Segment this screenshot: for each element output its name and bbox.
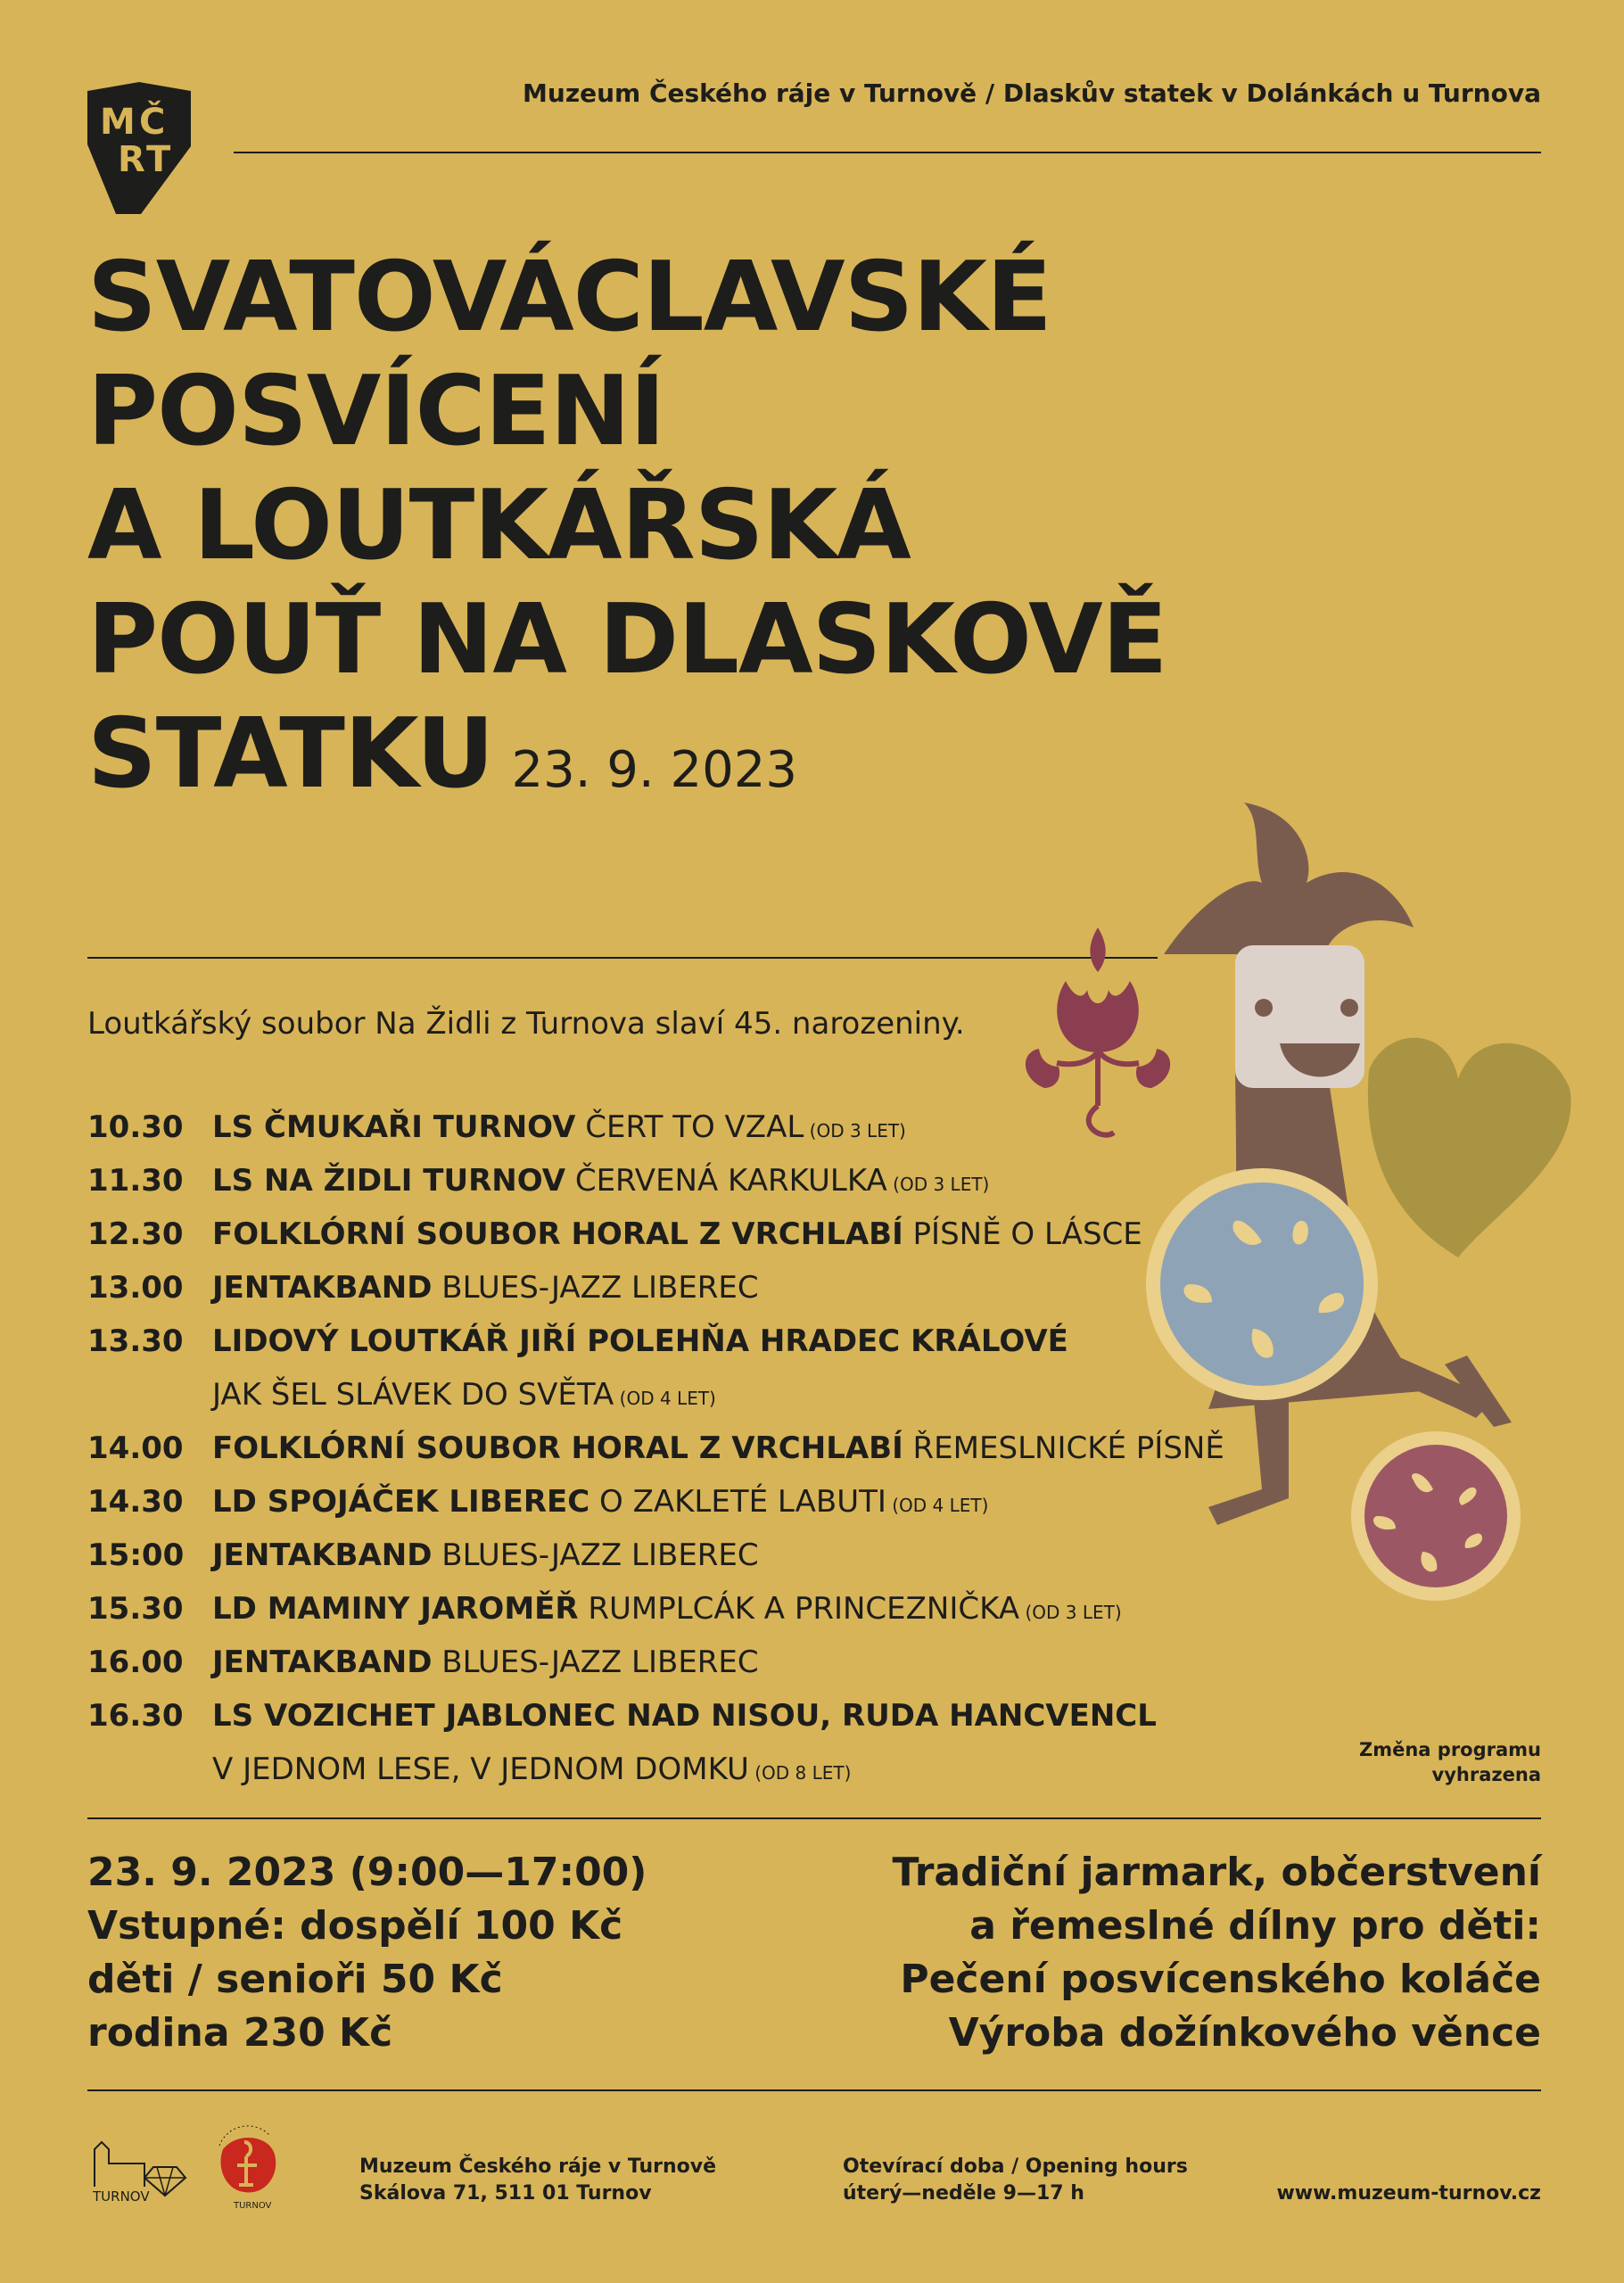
change-note-line-1: Změna programu: [1359, 1739, 1541, 1760]
change-note: [1359, 1737, 1541, 1787]
svg-text:TURNOV: TURNOV: [93, 2188, 150, 2203]
puppet-leg-left: [1208, 1391, 1289, 1525]
program-time: 16.30: [87, 1698, 184, 1734]
program-show: ČERT TO VZAL: [575, 1109, 804, 1145]
title-line-3: A LOUTKÁŘSKÁ: [87, 470, 911, 581]
admission-line-1: 23. 9. 2023 (9:00—17:00): [87, 1850, 647, 1895]
program-ensemble: JENTAKBAND: [212, 1537, 433, 1573]
program-text: [212, 1158, 989, 1207]
program-ensemble: LS ČMUKAŘI TURNOV: [212, 1109, 576, 1145]
program-age: (OD 3 LET): [886, 1174, 990, 1195]
program-time: 15.30: [87, 1591, 184, 1627]
activities-line-3: Pečení posvícenského koláče: [900, 1957, 1541, 2002]
puppet-illustration: [994, 785, 1601, 1694]
footer-divider: [87, 2089, 1541, 2091]
program-ensemble: LD SPOJÁČEK LIBEREC: [212, 1484, 590, 1520]
program-ensemble: JENTAKBAND: [212, 1644, 433, 1680]
turnov-town-logo: [89, 2131, 187, 2203]
puppet-ensemble-logo: [210, 2115, 282, 2213]
program-time: 14.00: [87, 1430, 184, 1466]
title-line-1: SVATOVÁCLAVSKÉ: [87, 242, 1051, 353]
page-title: [87, 241, 1166, 828]
program-time: 16.00: [87, 1644, 184, 1680]
program-text: [212, 1479, 988, 1529]
program-time: 11.30: [87, 1163, 184, 1199]
program-text: [212, 1265, 759, 1315]
title-line-4: POUŤ NA DLASKOVĚ: [87, 584, 1167, 696]
program-time: 10.30: [87, 1109, 184, 1145]
program-text: [212, 1586, 1122, 1636]
svg-text:M: M: [100, 102, 136, 143]
program-ensemble: LD MAMINY JAROMĚŘ: [212, 1591, 579, 1627]
activities-line-2: a řemeslné dílny pro děti:: [969, 1903, 1541, 1949]
program-age: (OD 3 LET): [1019, 1602, 1122, 1623]
blue-shield: [1146, 1168, 1378, 1400]
program-age: (OD 4 LET): [614, 1388, 716, 1409]
footer-hours-label: Otevírací doba / Opening hours: [843, 2155, 1188, 2178]
svg-text:R: R: [118, 139, 145, 180]
program-show: PÍSNĚ O LÁSCE: [903, 1216, 1142, 1252]
program-time: 13.00: [87, 1270, 184, 1306]
plum-ball: [1351, 1431, 1521, 1601]
puppet-eye-left: [1255, 999, 1273, 1017]
program-show: ŘEMESLNICKÉ PÍSNĚ: [903, 1430, 1224, 1466]
change-note-line-2: vyhrazena: [1431, 1764, 1541, 1785]
program-ensemble: FOLKLÓRNÍ SOUBOR HORAL Z VRCHLABÍ: [212, 1216, 903, 1252]
program-time: 12.30: [87, 1216, 184, 1252]
program-show: BLUES-JAZZ LIBEREC: [432, 1270, 759, 1306]
admission-info: [87, 1846, 647, 2060]
activities-line-4: Výroba dožínkového věnce: [948, 2010, 1541, 2056]
header-museum-line: Muzeum Českého ráje v Turnově / Dlaskův statek v Dolánkách u Turnova: [523, 78, 1541, 108]
program-show: BLUES-JAZZ LIBEREC: [432, 1537, 759, 1573]
program-text: [212, 1532, 759, 1582]
header-divider: [234, 152, 1541, 153]
admission-line-2: Vstupné: dospělí 100 Kč: [87, 1903, 623, 1949]
program-ensemble: JENTAKBAND: [212, 1270, 433, 1306]
jester-hat: [1164, 803, 1414, 954]
footer-website: www.muzeum-turnov.cz: [1276, 2182, 1541, 2205]
program-show: RUMPLCÁK A PRINCEZNIČKA: [578, 1591, 1020, 1627]
intro-text: Loutkářský soubor Na Židli z Turnova slaví 45. narozeniny.: [87, 1006, 965, 1042]
program-show: O ZAKLETÉ LABUTI: [589, 1484, 886, 1520]
footer-museum-name: Muzeum Českého ráje v Turnově: [359, 2155, 717, 2178]
program-row: [87, 1693, 1247, 1746]
title-date: 23. 9. 2023: [511, 741, 798, 799]
title-line-2: POSVÍCENÍ: [87, 356, 665, 467]
program-text: [212, 1746, 851, 1796]
mcrt-logo: [87, 82, 191, 214]
footer-opening-hours: [843, 2154, 1188, 2207]
program-show: V JEDNOM LESE, V JEDNOM DOMKU: [212, 1751, 749, 1787]
flower-ornament-icon: [1026, 927, 1170, 1135]
program-text: [212, 1639, 759, 1689]
program-text: [212, 1104, 906, 1154]
title-line-5-text: STATKU: [87, 698, 494, 810]
program-age: (OD 4 LET): [886, 1495, 989, 1516]
program-text: [212, 1318, 1068, 1368]
program-time: 13.30: [87, 1323, 184, 1359]
program-ensemble: FOLKLÓRNÍ SOUBOR HORAL Z VRCHLABÍ: [212, 1430, 903, 1466]
program-row: [87, 1746, 1247, 1800]
program-age: (OD 8 LET): [748, 1762, 852, 1784]
program-time: 14.30: [87, 1484, 184, 1520]
admission-line-3: děti / senioři 50 Kč: [87, 1957, 503, 2002]
program-ensemble: LS NA ŽIDLI TURNOV: [212, 1163, 566, 1199]
svg-text:T: T: [146, 139, 171, 180]
program-divider: [87, 1817, 1541, 1819]
puppet-eye-right: [1340, 999, 1358, 1017]
program-ensemble: LIDOVÝ LOUTKÁŘ JIŘÍ POLEHŇA HRADEC KRÁLOVÉ: [212, 1323, 1068, 1359]
program-time: 15:00: [87, 1537, 185, 1573]
program-show: JAK ŠEL SLÁVEK DO SVĚTA: [212, 1377, 614, 1413]
footer-hours-value: úterý—neděle 9—17 h: [843, 2182, 1084, 2205]
program-ensemble: LS VOZICHET JABLONEC NAD NISOU, RUDA HANCVENCL: [212, 1698, 1157, 1734]
svg-text:Č: Č: [139, 102, 166, 143]
program-show: BLUES-JAZZ LIBEREC: [432, 1644, 759, 1680]
program-text: [212, 1693, 1157, 1743]
footer-museum-address: [359, 2154, 716, 2207]
svg-text:TURNOV: TURNOV: [234, 2201, 272, 2211]
program-show: ČERVENÁ KARKULKA: [565, 1163, 887, 1199]
activities-line-1: Tradiční jarmark, občerstvení: [892, 1850, 1541, 1895]
activities-info: [893, 1846, 1541, 2060]
footer-museum-street: Skálova 71, 511 01 Turnov: [359, 2182, 652, 2205]
program-text: [212, 1372, 716, 1422]
admission-line-4: rodina 230 Kč: [87, 2010, 393, 2056]
heart-shape-icon: [1368, 1038, 1571, 1257]
program-age: (OD 3 LET): [804, 1120, 906, 1142]
